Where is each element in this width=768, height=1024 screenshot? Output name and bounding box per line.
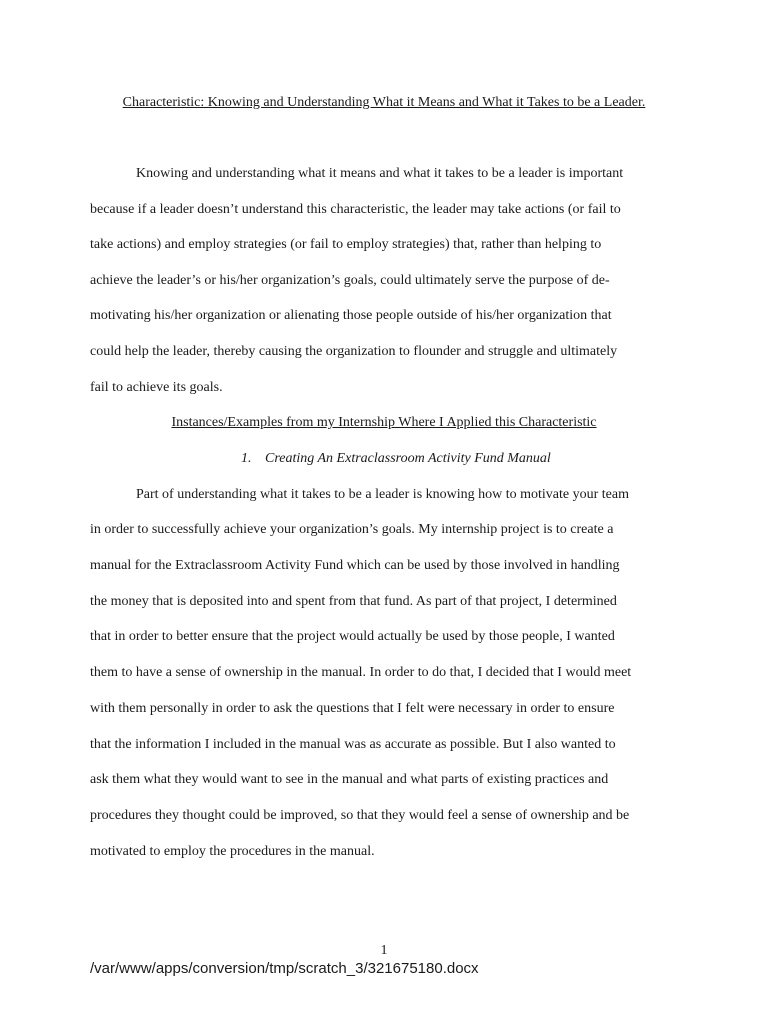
paragraph-1-line: fail to achieve its goals. [90, 380, 223, 395]
paragraph-2-line: with them personally in order to ask the questions that I felt were necessary in order to ensure [90, 701, 615, 716]
paragraph-1-line: take actions) and employ strategies (or fail to employ strategies) that, rather than helping to [90, 237, 602, 252]
document-title: Characteristic: Knowing and Understanding What it Means and What it Takes to be a Leader. [122, 95, 646, 110]
paragraph-2-line: them to have a sense of ownership in the manual. In order to do that, I decided that I would meet [90, 665, 632, 680]
paragraph-1-line: could help the leader, thereby causing the organization to flounder and struggle and ultimately [90, 344, 618, 359]
paragraph-2-line: Part of understanding what it takes to be a leader is knowing how to motivate your team [136, 487, 629, 502]
footer-file-path: /var/www/apps/conversion/tmp/scratch_3/321675180.docx [90, 960, 479, 977]
page-number: 1 [380, 943, 388, 958]
paragraph-2-line: in order to successfully achieve your organization’s goals. My internship project is to create a [90, 522, 614, 537]
paragraph-2-line: ask them what they would want to see in the manual and what parts of existing practices and [90, 772, 609, 787]
subheading-text: Creating An Extraclassroom Activity Fund Manual [265, 451, 551, 466]
paragraph-2-line: manual for the Extraclassroom Activity Fund which can be used by those involved in handling [90, 558, 620, 573]
paragraph-1-line: because if a leader doesn’t understand this characteristic, the leader may take actions (or fail to [90, 202, 621, 217]
subheading-number: 1. [241, 451, 252, 466]
subheading [241, 451, 551, 467]
paragraph-2-line: that in order to better ensure that the project would actually be used by those people, I wanted [90, 629, 615, 644]
paragraph-2-line: procedures they thought could be improved, so that they would feel a sense of ownership and be [90, 808, 630, 823]
paragraph-2-line: motivated to employ the procedures in the manual. [90, 844, 375, 859]
paragraph-1-line: Knowing and understanding what it means and what it takes to be a leader is important [136, 166, 624, 181]
section-heading: Instances/Examples from my Internship Where I Applied this Characteristic [171, 415, 597, 430]
paragraph-2-line: that the information I included in the manual was as accurate as possible. But I also wanted to [90, 737, 616, 752]
paragraph-1-line: achieve the leader’s or his/her organization’s goals, could ultimately serve the purpose of de- [90, 273, 610, 288]
paragraph-1-line: motivating his/her organization or alienating those people outside of his/her organization that [90, 308, 612, 323]
paragraph-2-line: the money that is deposited into and spent from that fund. As part of that project, I determined [90, 594, 617, 609]
